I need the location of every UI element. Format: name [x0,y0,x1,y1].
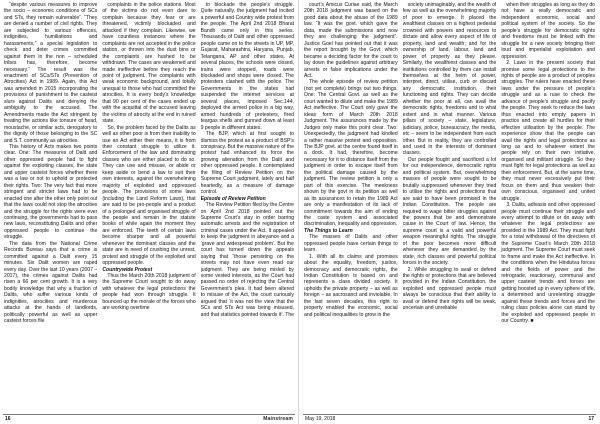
paragraph: “despite various measures to improve the socio – economic conditions of SCs and STs, they remain vulnerable”. “They are denied a number of civil rights. They are subjected to various offences, indignities, humiliations and harassments,” a special legislation to check and deter crimes committed against them in the non – scheduled tribes has, therefore, become necessary.” The result was the enactment of SCs/STs (Prevention of Atrocities) Act in 1989. Again, this Act was amended in 2015 incorporating the provisions of punishment to the casteist slurs against Dalits and denying the ambiguity to the accused. The Amendments made the Act stringent by treating the actions like tonsure of head, moustache, or similar acts, derogatory to the dignity of those belonging to the SC and S.T. community as atrocities. [4,2,98,144]
paragraph: Our people fought and sacrificed a lot for our independence, democratic rights and political system. But, overwhelming masses of people were sought to be brutally suppressed whenever they tried to utilise the rights and protections that are said to have been promised in the Indian Constitution. The people are required to wage bitter struggles against the powers that be and demonstrate cause in the Court of law. Hence, the supreme court is a valid and powerful weapon meaningful rights. The struggle of the poor becomes more difficult whenever they are demanded by the state, rich classes and powerful political forces in the society. [402,156,497,267]
page-footer [303,414,596,423]
left-column-2 [102,2,195,414]
paragraph: 1. With all its claims and promises about the equality, freedom, justice, democracy and democratic rights, the Indian Constitution is based on and represents a class divided society. It upholds the private property – as well as foreign – as sacrosanct and inviolable. In the last seven decades, this right to property enabled the economic, social and political inequalities to grow in the [304,253,398,318]
section-heading: The Things to Learn [304,227,353,234]
section-heading: Episode of Review Petition [200,195,266,202]
page-footer [3,414,295,423]
right-column-2 [403,2,497,414]
paragraph: The whole episode of review petition (not yet complete) brings out two things. One: The Central Govt. as well as the court wanted to dilute and make the 1989 Act ineffective. The Court only gave the ideas form of March 20th 2018 Judgment. The assurances made by the Judges only make this point clear. Two: Unexpectedly, the judgment had kindled a rather massive protest and opposition. The BJP govt. at the centre found itself in a dock. It had, therefore, become necessary for it to distance itself from the judgment in order to escape itself from the political damage caused by the judgment. The review petition is only a part of this exercise. The meekness shown by the govt in its petition as well as its assurances to retain the 1989 Act are only a manifestation of its lack of commitment towards the aim of ending the caste system and associated discrimination, inequality and oppression. [304,79,398,228]
left-page [0,0,299,424]
paragraph: society unimaginably, and the wealth of few as well as the overwhelming majority of poor to emerge. It placed the wealthiest classes on a highest pedestal crowned with powers and resources to dictate and allow every aspect of life of property, land and wealth; and for the ownership of land, labour, land and power of property as they please. Similarly, the wealthiest classes and the institutions controlled by them can install themselves at the helm of power, interpret, direct, utilise, curb or discard any democratic institution, their functioning and rights. They can decide whether the poor at all, can avail the democratic rights, freedoms and to what extent and in what manner. Various pillars of society – state, legislature, judiciary, police, bureaucracy, the media, etc – seem to be independent from each other. But in reality, they are controlled and used in the interests of dominant classes. [402,2,497,157]
paragraph: Thus the March 20th 2018 judgment of the Supreme Court sought to do away with whatever the legal protections the people had won through struggle. It bounced up the morale of the forces who are working overtime [102,273,196,312]
paragraph: 2. Laws in the present society that promise some legal protections to the rights of people are a product of peoples struggles. The rulers have enacted these laws under the pressure of people’s struggle and as a ruse to check the advance of people’s struggle and pacify the people. They seek to reduce the laws thus enacted into empty papers in practice and create all hurdles for their effective utilisation by the people. The experience show that the people can avail the rights and legal protections as long as and to whatever extent the people rely on their own initiative, organised and militant struggle. So they must fight for legal protections as well as their enforcement. But, at the same time, they must never excessively put their focus on them and thus weaken their own conscious, organised and united struggle. [501,60,596,202]
issue-date: May 19, 2018 [305,415,336,422]
paragraph: This history of Acts makes two points clear. One: The measures of Dalit and other oppressed people had to fight against the exploiting classes, the state and upper casteist forces whether there was a law or not to uphold or protected their rights. Two: The very fact that more stringent and stricter laws had to be enacted one after the other only point out that the laws could not stop the atrocities and the struggle for the rights were ever continuing, the governments had to pass new laws, reconstituting Dalits and other oppressed people to continue the struggle. [4,143,98,241]
paragraph: court’s Amicus Curiae said, the March 20th 2018 judgment was based on the good data about the abuse of the 1989 law. “It was the govt. which gave the data, made the submissions and now they are challenging the judgment”. Justice Goel has pointed out that it was the report brought by the Govt. which became a deciding factor for the court to lay down the guidelines against arbitrary arrests or false implications under the Act. [304,2,398,79]
paragraph: complaints in the police stations. Most of the victims do not even dare to complain because they fear or are threatened, victimly blockaded and attacked if they complain. Likewise, we have countless instances where the complaints are not accepted in the police station, or thrown into the dust bins or the complaints are hushed to be withdrawn. The cases are weakened and made ineffective before they reach the point of judgment. The complaints with weak economic background, and totally unequal to those who had committed the atrocities. It is every body’s knowledge that 90 per cent of the cases ended up with the acquittal of the accused leaving the victims of atrocity at the end in ruined state. [102,2,196,125]
left-column-3 [201,2,294,414]
magazine-name: Mainstream [263,415,293,422]
page-number: 17 [588,415,594,422]
paragraph: to blockade the people’s struggle. Quite naturally, the judgment had incited a powerful and Country wide protest from the people. The April 2nd 2018 Bharat Bandh came only in this series. Thousands of Dalit and other oppressed people came on to the streets in UP, MP, Gujarat, Maharashtra, Haryana, Punjab, Telangana, AP and other states. At several places, the schools were closed, trains were stopped, roads were blockaded and shops were closed. The protesters clashed with the police. The Governments in the states had suspended the internet services at several places, imposed Sec.144, deployed the armed police in a big way, armed hundreds of protesters, fired teargas shells and gunned down at least 9 people in different states. [200,2,294,131]
left-page-columns [4,2,294,414]
right-page-columns [304,2,595,414]
paragraph: The data from the National Crime Records Bureau says that a crime is committed against a Dalit every 15 minutes. Six Dalit women are raped every day. Over the last 10 years (2007 – 2017), the crimes against Dalits had risen a 66 per cent growth. It is a very bodily knowledge that why a fraction of Dalits, who suffer various kinds of indignities, atrocities and murderous attacks at the hands of landlords, politically powerful as well as upper casteist forces file [4,240,98,325]
page-number: 16 [5,415,11,422]
paragraph: The BJP, which at first sought to dismiss the protest as a product of BSP’s conspiracy. But the massive nature of the protest had enhanced its force the growing alienation from the Dalit and other oppressed people. It contemplated the filing of Review Petition on the Supreme Court judgment, lately and half heartedly, as a measure of damage control. [200,131,294,196]
section-heading: Countrywide Protest [102,266,153,273]
paragraph: The Review Petition filed by the Centre on April 2nd 2018 pointed out the Supreme Court’s stay in order barring automatic arrests and the registration of criminal cases under the Act. It appealed to keep the judgment in abeyance and a ‘grave and widespread problem’. But the court has turned down the appeals saying that “those persisting on the streets may not have even read our judgment. They are being misled by some vested interests, as the Court had passed no order of rejecting the Central Government’s plea. It had been altered to misuse of the Act, the court curiously argued that ‘it was not the view that the SCs and STs Act was being misused, and that statistics pointed towards it’. The [200,202,294,318]
right-column-3 [501,2,595,414]
paragraph: when their struggles as long as they do not have a really democratic and independent economic, social and political system of the society. So the people’s struggle for democratic rights and freedoms must be linked with the struggle for a new society bringing their loud and imperialist exploitation and oppression. [501,2,596,60]
paragraph: 2. While struggling to avail or defend the rights or protections that are believed provided in the Indian Constitution, the exploited and oppressed people must always be conscious that their ability to avail or defend their rights will be weak, uncertain and unreliable [402,266,497,312]
paragraph: The masses of Dalits and other oppressed people have certain things to learn. [304,234,398,254]
right-page [300,0,599,424]
paragraph: 3. Dalits, adivasis and other oppressed people must continue their struggle and every attempt to dilute or do away with whatever the legal protections are provided in the 1989 Act. They must fight for a total withdrawal of the directives of the Supreme Court’s March 20th 2018 judgment. The Supreme Court must seek to frame and make the Act ineffective. In the conditions when the Hindutva forces and the fields of power and the retrograde, reactionary, communal and upper casteist trends and forces are getting boosted up in every sphere of life, a determined and unrelenting struggle against these trends and forces and the ruling class policies alone can stand by the exploited and oppressed people in our Country. ■ [501,202,596,325]
right-column-1 [304,2,398,414]
left-column-1 [4,2,97,414]
paragraph: So, the problem faced by the Dalits as well as other poor is from their inability to use an Act either their means, it is from their constant struggle to utilize it. Enforcement of the law and dominating classes who are either placed to do so. They can use and misuse, or abide or keep aside or bend a law to suit their own interests, against the overwhelming majority of exploited and oppressed people. The provisions of some laws (including the Land Reform Laws), that are said to be pro-people and a product of a prolonged and organised struggle of the people and remain in the statute books of while again the moment they are enforced. The teeth of certain laws become sharper and all powerful whenever the dominant classes and the state are in need of crushing the unrest, protest and struggle of the exploited and oppressed people. [102,124,196,267]
